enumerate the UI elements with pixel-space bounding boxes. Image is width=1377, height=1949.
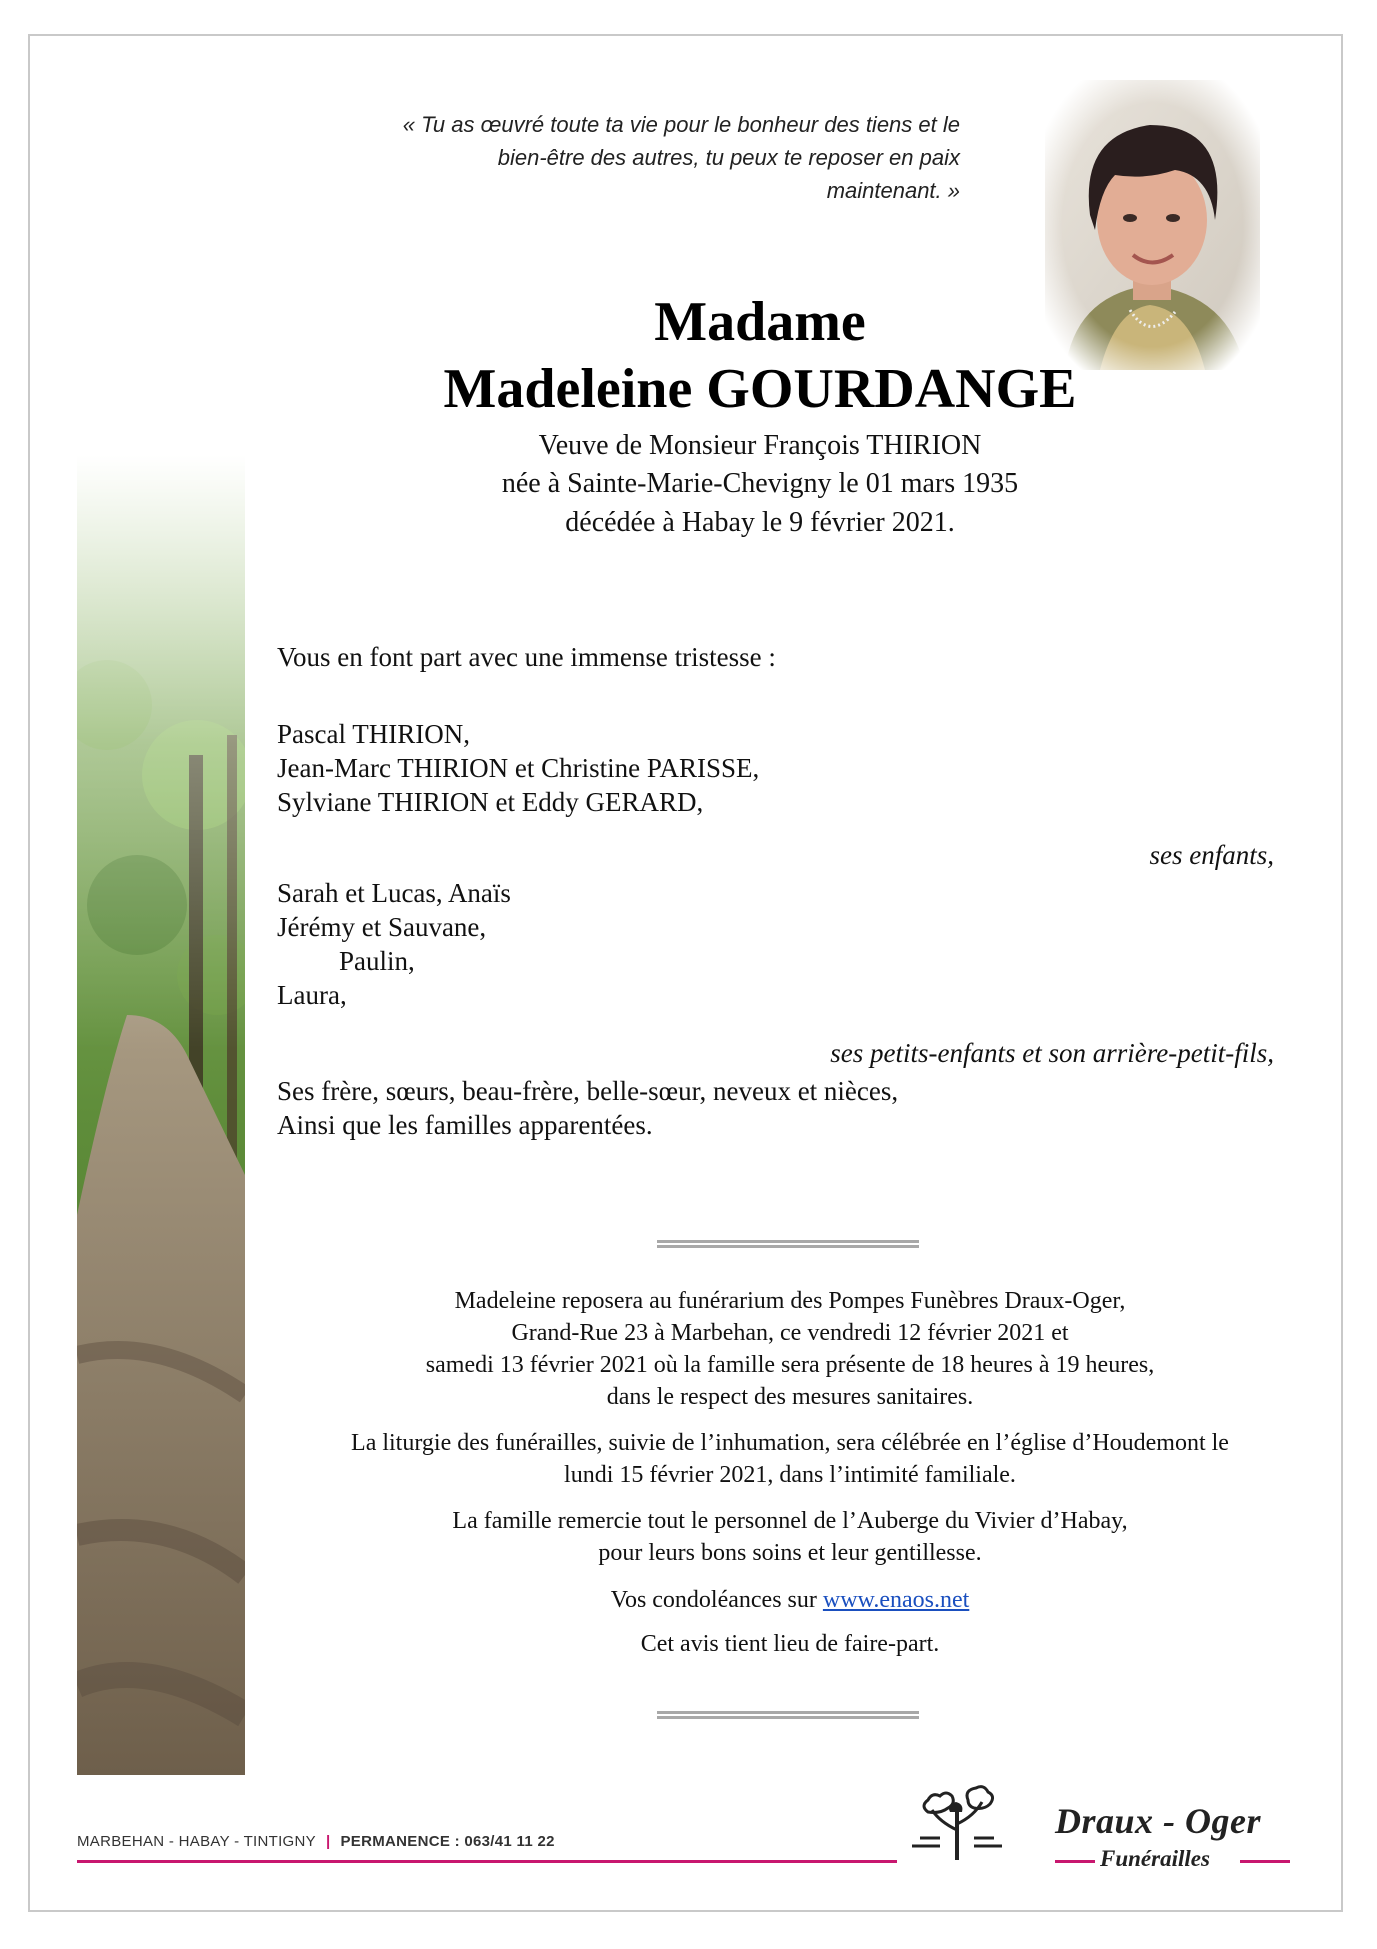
death-info: décédée à Habay le 9 février 2021. — [565, 507, 955, 538]
family-member: Jérémy et Sauvane, — [277, 912, 487, 942]
widow-of: Veuve de Monsieur François THIRION — [538, 430, 982, 461]
text-line: La liturgie des funérailles, suivie de l’inhumation, sera célébrée en l’église d’Houdemont le — [351, 1430, 1229, 1456]
children-list — [277, 717, 759, 819]
quote-line: maintenant. » — [826, 178, 960, 203]
brand-name: Draux - Oger — [1055, 1801, 1262, 1841]
separator — [657, 1240, 919, 1248]
brand-subtitle: Funérailles — [1100, 1846, 1210, 1871]
quote-line: bien-être des autres, tu peux te reposer en paix — [497, 145, 960, 170]
notice-text: Cet avis tient lieu de faire-part. — [640, 1631, 940, 1657]
grandchildren-list — [277, 876, 511, 1012]
visitation-paragraph — [270, 1285, 1310, 1413]
text-line: dans le respect des mesures sanitaires. — [606, 1384, 974, 1410]
text-line: Madeleine reposera au funérarium des Pompes Funèbres Draux-Oger, — [454, 1288, 1126, 1314]
text-line: samedi 13 février 2021 où la famille sera présente de 18 heures à 19 heures, — [425, 1352, 1155, 1378]
funeral-paragraph — [270, 1427, 1310, 1491]
family-member: Ses frère, sœurs, beau-frère, belle-sœur, neveux et nièces, — [277, 1076, 899, 1106]
brand-accent-left — [1055, 1860, 1095, 1863]
family-member: Ainsi que les familles apparentées. — [277, 1110, 653, 1140]
epitaph-quote — [300, 108, 960, 207]
brand-accent-right — [1240, 1860, 1290, 1863]
thanks-paragraph — [270, 1505, 1310, 1569]
deceased-name: Madeleine GOURDANGE — [443, 358, 1077, 420]
footer-contact — [77, 1833, 555, 1850]
tree-logo-icon — [910, 1782, 1005, 1862]
family-member: Sylviane THIRION et Eddy GERARD, — [277, 787, 704, 817]
quote-line: « Tu as œuvré toute ta vie pour le bonheur des tiens et le — [402, 112, 960, 137]
birth-info: née à Sainte-Marie-Chevigny le 01 mars 1935 — [501, 468, 1019, 499]
condolences-line — [270, 1584, 1310, 1616]
family-member: Pascal THIRION, — [277, 719, 470, 749]
condolences-prefix: Vos condoléances sur — [610, 1587, 823, 1613]
forest-path-image — [77, 455, 245, 1775]
text-line: pour leurs bons soins et leur gentillesse. — [598, 1540, 982, 1566]
footer-separator: | — [325, 1833, 331, 1850]
text-line: lundi 15 février 2021, dans l’intimité familiale. — [564, 1462, 1016, 1488]
other-relatives — [277, 1074, 898, 1142]
text-line: Grand-Rue 23 à Marbehan, ce vendredi 12 février 2021 et — [511, 1320, 1069, 1346]
title-honorific: Madame — [654, 291, 866, 353]
family-member: Jean-Marc THIRION et Christine PARISSE, — [277, 753, 760, 783]
family-member: Sarah et Lucas, Anaïs — [277, 878, 511, 908]
text-line: La famille remercie tout le personnel de l’Auberge du Vivier d’Habay, — [452, 1508, 1128, 1534]
footer-accent-line — [77, 1860, 897, 1863]
footer-locations: MARBEHAN - HABAY - TINTIGNY — [77, 1833, 316, 1850]
children-label: ses enfants, — [1149, 840, 1274, 870]
footer-permanence: PERMANENCE : 063/41 11 22 — [340, 1833, 555, 1850]
condolences-link[interactable]: www.enaos.net — [822, 1587, 970, 1613]
separator — [657, 1711, 919, 1719]
family-member: Paulin, — [339, 946, 415, 976]
family-member: Laura, — [277, 980, 347, 1010]
intro-text: Vous en font part avec une immense tristesse : — [277, 642, 776, 672]
grandchildren-label: ses petits-enfants et son arrière-petit-fils, — [830, 1038, 1274, 1068]
